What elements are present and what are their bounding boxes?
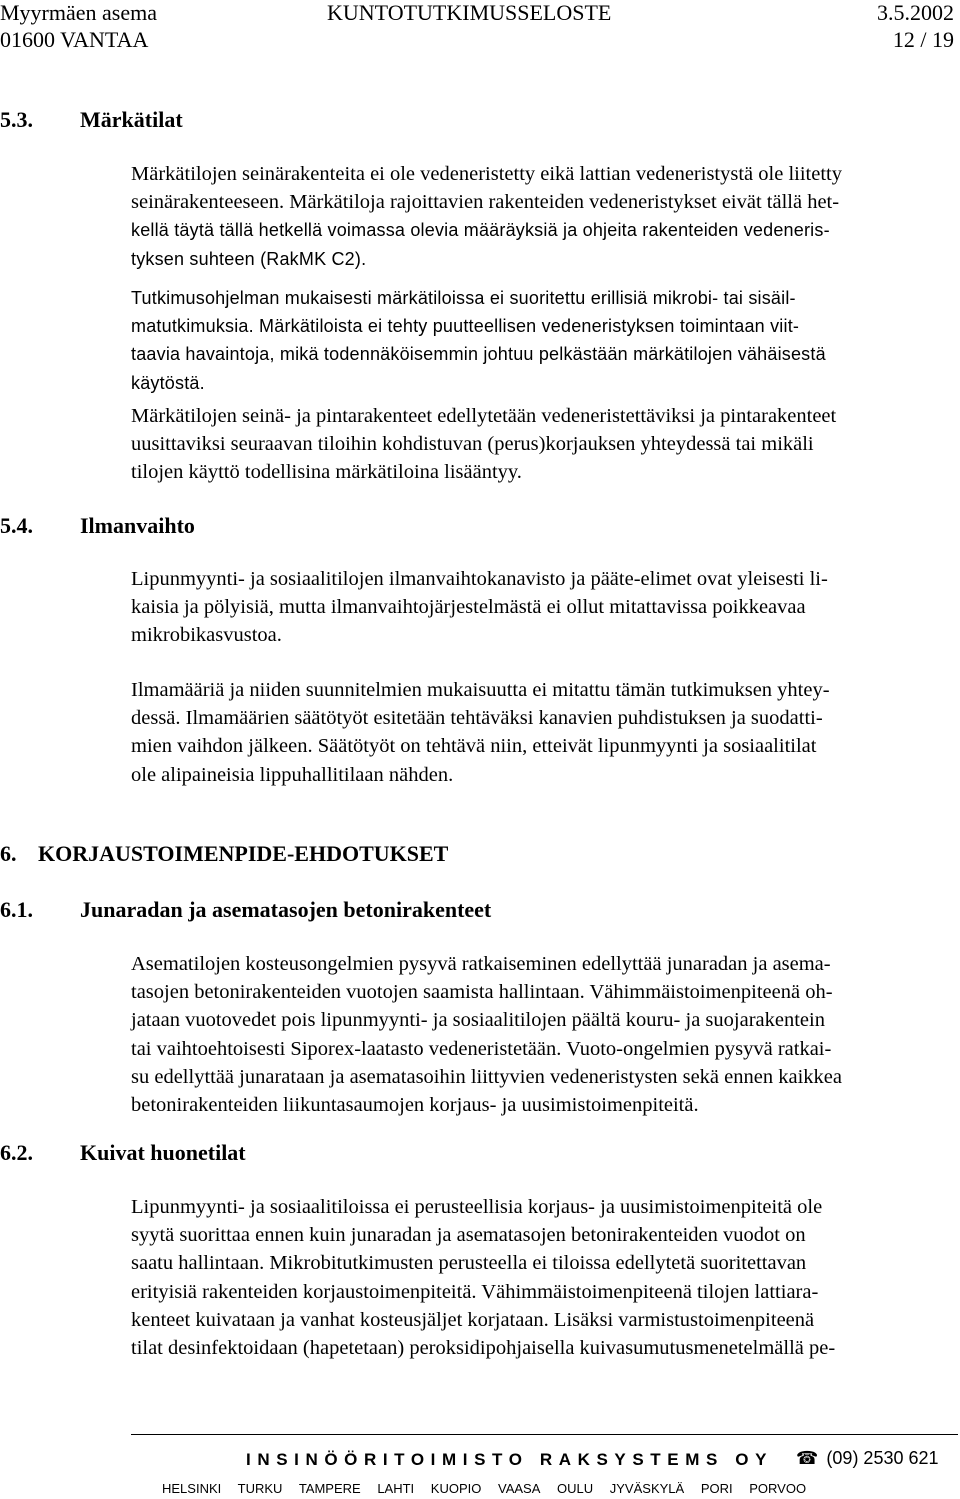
footer-city: KUOPIO — [430, 1481, 482, 1496]
text-line: tilat desinfektoidaan (hapetetaan) peroksidipohjaisella kuivasumutusmenetelmällä pe- — [131, 1337, 836, 1360]
section-5-4-paragraph-1 — [131, 565, 957, 650]
text-line: matutkimuksia. Märkätiloista ei tehty puutteellisen vedeneristyksen toimintaan viit- — [131, 316, 800, 337]
header-doc-title: KUNTOTUTKIMUSSELOSTE — [327, 0, 612, 25]
footer-city: LAHTI — [377, 1481, 415, 1496]
section-6-title: KORJAUSTOIMENPIDE-EHDOTUKSET — [38, 841, 449, 866]
footer-city: TAMPERE — [298, 1481, 361, 1496]
text-line: tyksen suhteen (RakMK C2). — [131, 248, 367, 269]
text-line: betonirakenteiden liikuntasaumojen korjaus- ja uusimistoimenpiteitä. — [131, 1094, 699, 1117]
text-line: dessä. Ilmamäärien säätötyöt esitetään tehtäväksi kanavien puhdistuksen ja suodatti- — [131, 707, 823, 730]
footer-phone-number: (09) 2530 621 — [826, 1448, 939, 1468]
section-5-3-number: 5.3. — [0, 107, 33, 132]
text-line: Ilmamääriä ja niiden suunnitelmien mukaisuutta ei mitattu tämän tutkimuksen yhtey- — [131, 679, 830, 701]
text-line: kenteet kuivataan ja vanhat kosteusjäljet korjataan. Lisäksi varmistustoimenpiteenä — [131, 1308, 815, 1331]
text-line: mikrobikasvustoa. — [131, 624, 282, 647]
footer-city: VAASA — [498, 1481, 541, 1496]
text-line: su edellyttää junarataan ja asematasoihin liittyvien vedeneristysten sekä ennen kaikkea — [131, 1065, 842, 1088]
text-line: Asematilojen kosteusongelmien pysyvä ratkaiseminen edellyttää junaradan ja asema- — [131, 953, 831, 975]
section-5-3-paragraph-3 — [131, 402, 957, 487]
header-date: 3.5.2002 — [877, 0, 954, 25]
text-line: ole alipaineisia lippuhallitilaan nähden. — [131, 763, 454, 786]
section-5-4-title: Ilmanvaihto — [80, 513, 195, 538]
section-5-4-paragraph-2 — [131, 676, 957, 789]
section-6-1-paragraph-1 — [131, 950, 957, 1119]
header-org-line2: 01600 VANTAA — [0, 27, 149, 52]
section-6-2-paragraph-1 — [131, 1193, 957, 1362]
section-5-4-number: 5.4. — [0, 513, 33, 538]
header-page-number: 12 / 19 — [892, 27, 954, 52]
header-org-line1: Myyrmäen asema — [0, 0, 157, 25]
text-line: seinärakenteeseen. Märkätiloja rajoittavien rakenteiden vedeneristykset eivät tällä het- — [131, 191, 840, 214]
text-line: tai vaihtoehtoisesti Siporex-laatasto vedeneristetään. Vuoto-ongelmien pysyvä ratkai- — [131, 1037, 832, 1060]
telephone-icon: ☎ — [796, 1448, 819, 1468]
footer-city: JYVÄSKYLÄ — [609, 1481, 685, 1496]
footer-company-name: INSINÖÖRITOIMISTO RAKSYSTEMS OY — [246, 1450, 774, 1469]
section-6-1-title: Junaradan ja asematasojen betonirakenteet — [80, 897, 492, 922]
text-line: saatu hallintaan. Mikrobitutkimusten perusteella ei tiloissa edellytetä suoritettavan — [131, 1252, 807, 1275]
text-line: syytä suorittaa ennen kuin junaradan ja asematasojen betonirakenteiden vuodot on — [131, 1224, 806, 1247]
text-line: Tutkimusohjelman mukaisesti märkätiloissa ei suoritettu erillisiä mikrobi- tai sisäil- — [131, 288, 796, 308]
text-line: Märkätilojen seinärakenteita ei ole vedeneristetty eikä lattian vedeneristystä ole liitetty — [131, 163, 842, 185]
section-6-2-number: 6.2. — [0, 1140, 33, 1165]
text-line: erityisiä rakenteiden korjaustoimenpiteitä. Vähimmäistoimenpiteenä tilojen lattiara- — [131, 1280, 819, 1303]
footer-city: HELSINKI — [162, 1481, 222, 1496]
text-line: Lipunmyynti- ja sosiaalitilojen ilmanvaihtokanavisto ja pääte-elimet ovat yleisesti li- — [131, 568, 828, 590]
text-line: mien vaihdon jälkeen. Säätötyöt on tehtävä niin, etteivät lipunmyynti ja sosiaalitilat — [131, 735, 817, 758]
footer-city: TURKU — [237, 1481, 283, 1496]
section-5-3-title: Märkätilat — [80, 107, 183, 132]
text-line: käytöstä. — [131, 372, 205, 393]
footer-phone — [796, 1448, 939, 1469]
footer-city: OULU — [557, 1481, 594, 1496]
text-line: Lipunmyynti- ja sosiaalitiloissa ei perusteellisia korjaus- ja uusimistoimenpiteitä ole — [131, 1196, 823, 1218]
section-5-3-paragraph-1 — [131, 160, 957, 273]
section-6-2-title: Kuivat huonetilat — [80, 1140, 246, 1165]
text-line: Märkätilojen seinä- ja pintarakenteet edellytetään vedeneristettäviksi ja pintarakenteet — [131, 405, 837, 427]
footer-city-list — [162, 1481, 819, 1496]
footer-divider — [131, 1434, 958, 1435]
text-line: tasojen betonirakenteiden vuotojen saamista hallintaan. Vähimmäistoimenpiteenä oh- — [131, 981, 833, 1004]
section-5-3-paragraph-2 — [131, 284, 957, 397]
section-6-number: 6. — [0, 841, 17, 866]
text-line: kaisia ja pölyisiä, mutta ilmanvaihtojärjestelmästä ei ollut mitattavissa poikkeavaa — [131, 596, 806, 619]
text-line: uusittaviksi seuraavan tiloihin kohdistuvan (perus)korjauksen yhteydessä tai mikäli — [131, 433, 814, 456]
section-6-1-number: 6.1. — [0, 897, 33, 922]
text-line: tilojen käyttö todellisina märkätiloina lisääntyy. — [131, 461, 522, 484]
footer-city: PORVOO — [749, 1481, 807, 1496]
text-line: jataan vuotovedet pois lipunmyynti- ja sosiaalitilojen päältä kouru- ja suojarakentein — [131, 1009, 825, 1032]
footer-city: PORI — [700, 1481, 733, 1496]
text-line: kellä täytä tällä hetkellä voimassa olevia määräyksiä ja ohjeita rakenteiden vedeneris- — [131, 220, 830, 241]
text-line: taavia havaintoja, mikä todennäköisemmin johtuu pelkästään märkätilojen vähäisestä — [131, 344, 826, 365]
